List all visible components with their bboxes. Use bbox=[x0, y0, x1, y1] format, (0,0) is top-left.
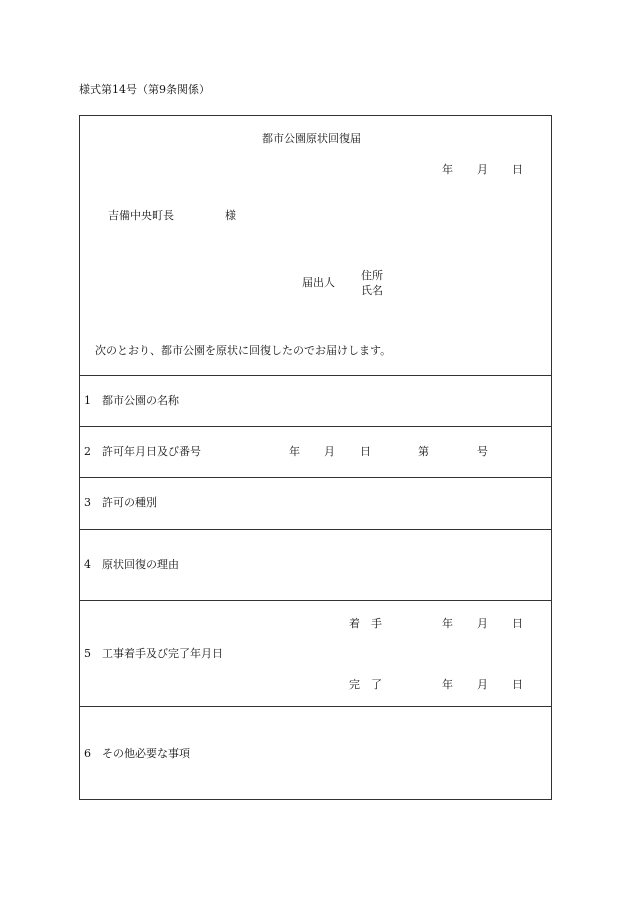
form-title: 都市公園原状回復届 bbox=[262, 132, 361, 145]
row-permit-label: 2 許可年月日及び番号 bbox=[84, 445, 201, 458]
divider-6 bbox=[79, 706, 552, 707]
work-end-month: 月 bbox=[477, 678, 488, 691]
divider-2 bbox=[79, 426, 552, 427]
divider-1 bbox=[79, 375, 552, 376]
row-other-label: 6 その他必要な事項 bbox=[84, 747, 190, 760]
divider-3 bbox=[79, 477, 552, 478]
divider-5 bbox=[79, 600, 552, 601]
header-date-month: 月 bbox=[477, 163, 488, 176]
permit-year: 年 bbox=[289, 445, 300, 458]
work-start-month: 月 bbox=[477, 617, 488, 630]
addressee: 吉備中央町長 bbox=[108, 209, 174, 222]
address-label: 住所 bbox=[361, 269, 383, 282]
work-end-day: 日 bbox=[512, 678, 523, 691]
row-park-name-label: 1 都市公園の名称 bbox=[84, 394, 179, 407]
name-label: 氏名 bbox=[361, 284, 383, 297]
work-end-label: 完 了 bbox=[349, 678, 382, 691]
addressee-honorific: 様 bbox=[225, 209, 236, 222]
row-reason-label: 4 原状回復の理由 bbox=[84, 558, 179, 571]
row-work-label: 5 工事着手及び完了年月日 bbox=[84, 647, 223, 660]
permit-dai: 第 bbox=[418, 445, 429, 458]
work-start-label: 着 手 bbox=[349, 617, 382, 630]
permit-day: 日 bbox=[360, 445, 371, 458]
row-permit-type-label: 3 許可の種別 bbox=[84, 496, 157, 509]
work-start-day: 日 bbox=[512, 617, 523, 630]
header-date-day: 日 bbox=[512, 163, 523, 176]
header-date-year: 年 bbox=[442, 163, 453, 176]
form-number-label: 様式第14号（第9条関係） bbox=[79, 83, 210, 96]
work-end-year: 年 bbox=[442, 678, 453, 691]
statement-text: 次のとおり、都市公園を原状に回復したのでお届けします。 bbox=[95, 344, 392, 357]
permit-month: 月 bbox=[324, 445, 335, 458]
applicant-label: 届出人 bbox=[302, 276, 335, 289]
permit-go: 号 bbox=[477, 445, 488, 458]
divider-4 bbox=[79, 529, 552, 530]
work-start-year: 年 bbox=[442, 617, 453, 630]
